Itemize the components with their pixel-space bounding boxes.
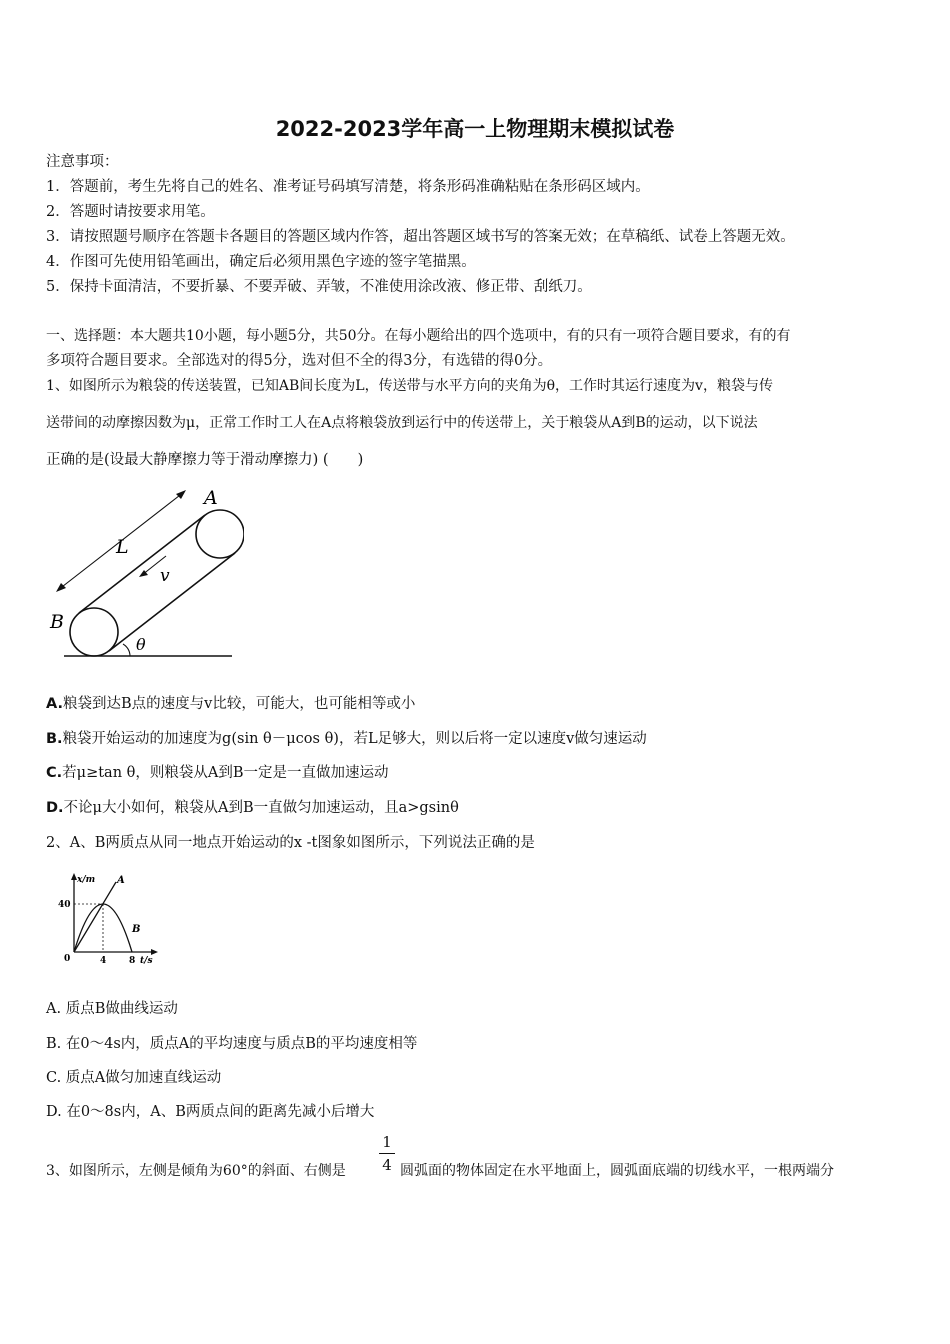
q1-option-b[interactable]: B.粮袋开始运动的加速度为g(sin θ－μcos θ)，若L足够大，则以后将一定以速度v做匀速运动 (46, 731, 647, 747)
q1-option-c[interactable]: C.若μ≥tan θ，则粮袋从A到B一定是一直做加速运动 (46, 765, 389, 781)
q2-option-b[interactable]: B. 在0～4s内，质点A的平均速度与质点B的平均速度相等 (46, 1036, 418, 1052)
series-b-label: B (132, 924, 141, 935)
conveyor-figure (44, 484, 244, 664)
belt-upper (79, 515, 205, 613)
y-axis-label: x/m (77, 875, 96, 885)
label-L: L (116, 536, 129, 558)
q2-option-d[interactable]: D. 在0～8s内，A、B两质点间的距离先减小后增大 (46, 1104, 375, 1120)
notice-heading: 注意事项： (46, 154, 119, 170)
q1-option-a[interactable]: A.粮袋到达B点的速度与v比较，可能大，也可能相等或小 (46, 696, 416, 712)
x-tick-4: 4 (100, 956, 107, 966)
q2-option-a[interactable]: A. 质点B做曲线运动 (46, 1001, 178, 1017)
page-title: 2022-2023学年高一上物理期末模拟试卷 (275, 117, 675, 141)
q3-stem-prefix: 3、如图所示，左侧是倾角为60°的斜面、右侧是 (46, 1163, 346, 1179)
x-tick-8: 8 (129, 956, 136, 966)
q1-stem-line3: 正确的是(设最大静摩擦力等于滑动摩擦力) ( ) (46, 452, 364, 468)
y-tick-40: 40 (58, 900, 71, 910)
q2-option-c[interactable]: C. 质点A做匀加速直线运动 (46, 1070, 222, 1086)
x-axis-label: t/s (140, 956, 153, 966)
label-v: v (160, 566, 170, 586)
fraction-bar (379, 1153, 395, 1154)
x-tick-0: 0 (64, 954, 71, 964)
fraction-numerator: 1 (382, 1133, 392, 1151)
label-A: A (204, 487, 218, 509)
notice-item: 2．答题时请按要求用笔。 (46, 204, 215, 220)
notice-item: 3．请按照题号顺序在答题卡各题目的答题区域内作答，超出答题区域书写的答案无效；在草稿纸、试卷上答题无效。 (46, 229, 795, 245)
label-theta: θ (136, 635, 146, 654)
q1-stem-line2: 送带间的动摩擦因数为μ，正常工作时工人在A点将粮袋放到运行中的传送带上，关于粮袋从A到B的运动，以下说法 (46, 415, 758, 431)
q3-stem-suffix: 圆弧面的物体固定在水平地面上，圆弧面底端的切线水平，一根两端分 (400, 1163, 834, 1179)
series-a-label: A (117, 875, 125, 886)
section-heading-line1: 一、选择题：本大题共10小题，每小题5分，共50分。在每小题给出的四个选项中，有的只有一项符合题目要求，有的有 (46, 328, 791, 344)
series-a-line (74, 882, 116, 952)
notice-item: 4．作图可先使用铅笔画出，确定后必须用黑色字迹的签字笔描黑。 (46, 254, 476, 270)
fraction-denominator: 4 (382, 1156, 392, 1174)
angle-arc (123, 644, 130, 656)
q1-option-d[interactable]: D.不论μ大小如何，粮袋从A到B一直做匀加速运动，且a>gsinθ (46, 800, 459, 816)
section-heading-line2: 多项符合题目要求。全部选对的得5分，选对但不全的得3分，有选错的得0分。 (46, 353, 553, 369)
notice-item: 1．答题前，考生先将自己的姓名、准考证号码填写清楚，将条形码准确粘贴在条形码区域内。 (46, 179, 650, 195)
belt-lower (109, 553, 235, 651)
q1-stem-line1: 1、如图所示为粮袋的传送装置，已知AB间长度为L，传送带与水平方向的夹角为θ，工作时其运行速度为v，粮袋与传 (46, 378, 773, 394)
q2-stem: 2、A、B两质点从同一地点开始运动的x -t图象如图所示，下列说法正确的是 (46, 835, 535, 851)
label-B: B (50, 611, 64, 633)
xt-graph (54, 870, 164, 968)
notice-item: 5．保持卡面清洁，不要折暴、不要弄破、弄皱，不准使用涂改液、修正带、刮纸刀。 (46, 279, 592, 295)
x-axis-arrow (151, 949, 158, 955)
q3-fraction (378, 1133, 396, 1174)
